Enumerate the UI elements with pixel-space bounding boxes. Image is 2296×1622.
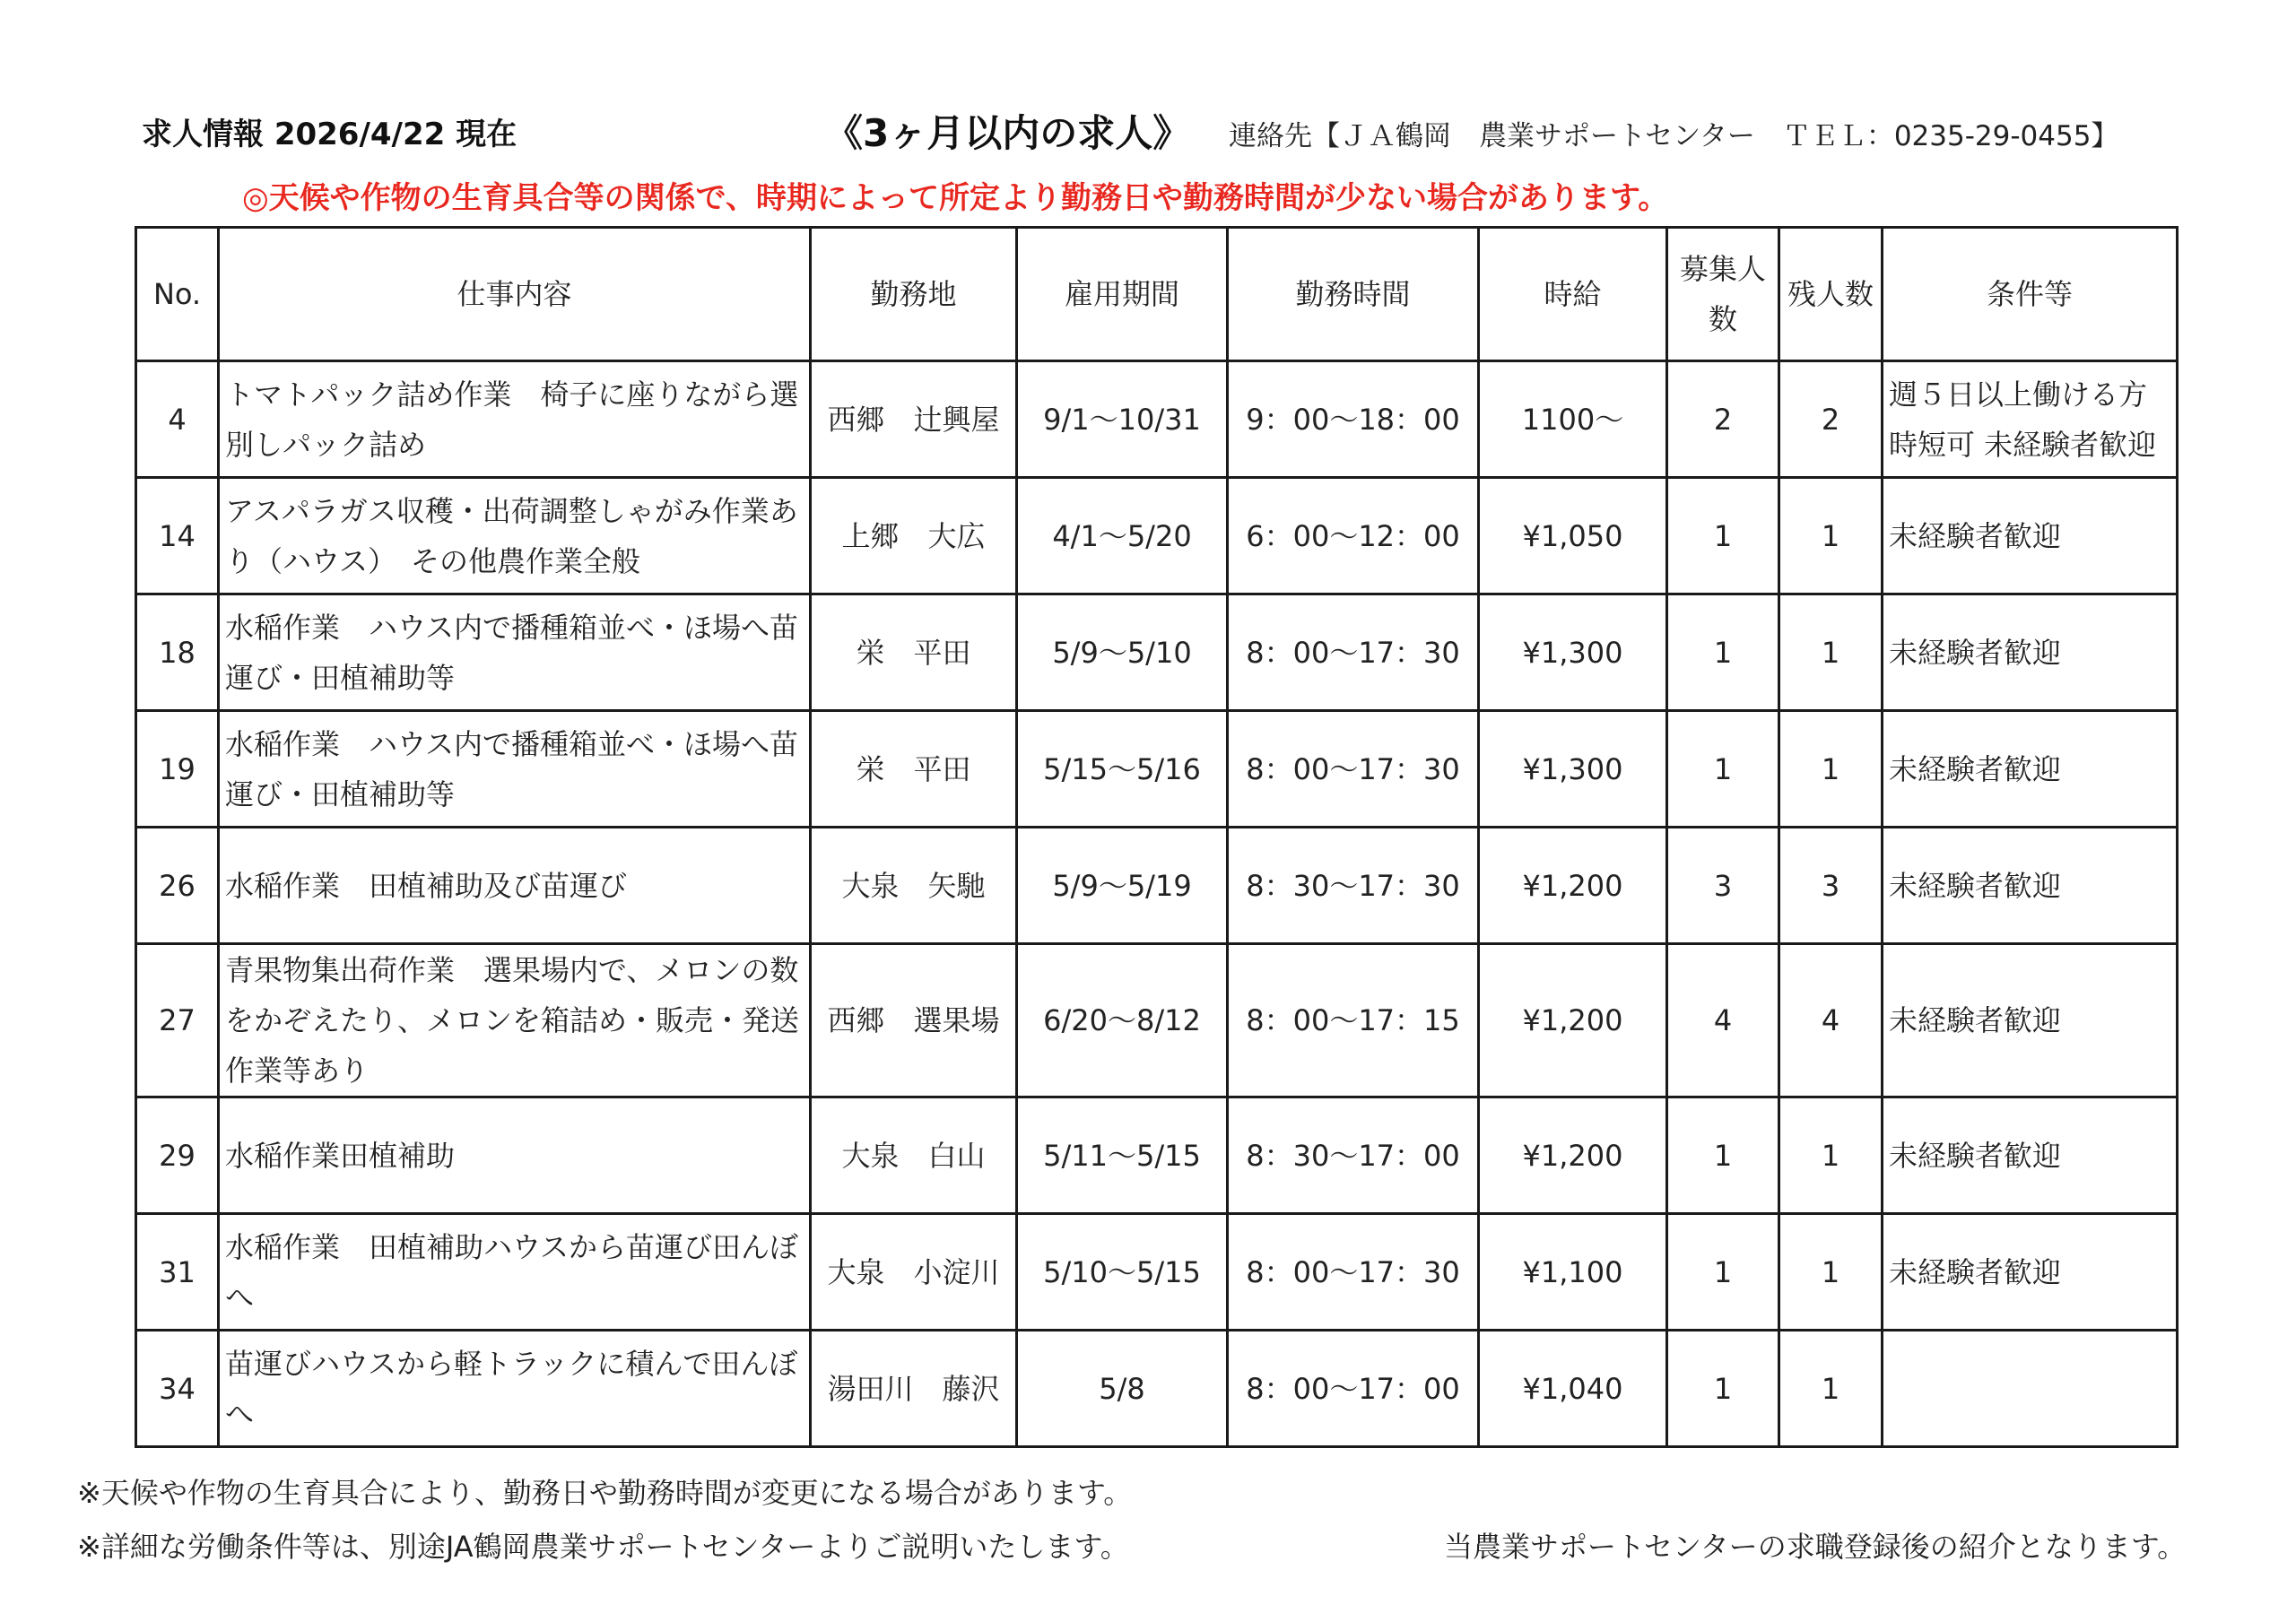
column-header-hours: 勤務時間 (1228, 228, 1479, 361)
page-title: 《3ヶ月以内の求人》 (825, 111, 1191, 155)
cell-remain: 4 (1779, 944, 1883, 1097)
cell-remain: 1 (1779, 711, 1883, 828)
cell-remain: 1 (1779, 594, 1883, 711)
cell-job: 水稲作業田植補助 (219, 1097, 811, 1214)
cell-place: 大泉 小淀川 (811, 1214, 1017, 1331)
footer-note-schedule-change: ※天候や作物の生育具合により、勤務日や勤務時間が変更になる場合があります。 (77, 1476, 1133, 1510)
cell-wage: ¥1,300 (1479, 711, 1667, 828)
table-header-row (136, 228, 2178, 361)
cell-hours: 8：30～17：30 (1228, 828, 1479, 944)
cell-conditions: 未経験者歓迎 (1883, 1097, 2178, 1214)
cell-conditions: 未経験者歓迎 (1883, 478, 2178, 594)
cell-recruit: 1 (1667, 1331, 1779, 1447)
cell-place: 栄 平田 (811, 594, 1017, 711)
contact-info: 連絡先【ＪＡ鶴岡 農業サポートセンター ＴＥＬ：0235-29-0455】 (1229, 120, 2119, 152)
cell-hours: 8：30～17：00 (1228, 1097, 1479, 1214)
cell-job: 水稲作業 田植補助及び苗運び (219, 828, 811, 944)
column-header-period: 雇用期間 (1017, 228, 1228, 361)
cell-hours: 8：00～17：30 (1228, 711, 1479, 828)
cell-remain: 1 (1779, 478, 1883, 594)
cell-recruit: 1 (1667, 711, 1779, 828)
cell-period: 5/15～5/16 (1017, 711, 1228, 828)
cell-place: 上郷 大広 (811, 478, 1017, 594)
table-row (136, 594, 2178, 711)
cell-job: 水稲作業 田植補助ハウスから苗運び田んぼへ (219, 1214, 811, 1331)
cell-no: 31 (136, 1214, 219, 1331)
cell-recruit: 1 (1667, 478, 1779, 594)
cell-wage: ¥1,100 (1479, 1214, 1667, 1331)
cell-conditions (1883, 1331, 2178, 1447)
cell-no: 34 (136, 1331, 219, 1447)
cell-job: アスパラガス収穫・出荷調整しゃがみ作業あり（ハウス） その他農作業全般 (219, 478, 811, 594)
cell-remain: 3 (1779, 828, 1883, 944)
cell-place: 西郷 辻興屋 (811, 361, 1017, 478)
cell-remain: 1 (1779, 1097, 1883, 1214)
table-row (136, 944, 2178, 1097)
cell-period: 5/11～5/15 (1017, 1097, 1228, 1214)
column-header-remain: 残人数 (1779, 228, 1883, 361)
cell-remain: 1 (1779, 1331, 1883, 1447)
cell-no: 19 (136, 711, 219, 828)
cell-wage: 1100～ (1479, 361, 1667, 478)
cell-wage: ¥1,040 (1479, 1331, 1667, 1447)
cell-hours: 8：00～17：30 (1228, 594, 1479, 711)
cell-recruit: 1 (1667, 1097, 1779, 1214)
cell-remain: 2 (1779, 361, 1883, 478)
cell-remain: 1 (1779, 1214, 1883, 1331)
table-row (136, 711, 2178, 828)
cell-period: 4/1～5/20 (1017, 478, 1228, 594)
cell-conditions: 週５日以上働ける方時短可 未経験者歓迎 (1883, 361, 2178, 478)
table-row (136, 1214, 2178, 1331)
cell-place: 大泉 矢馳 (811, 828, 1017, 944)
cell-conditions: 未経験者歓迎 (1883, 828, 2178, 944)
cell-conditions: 未経験者歓迎 (1883, 944, 2178, 1097)
cell-recruit: 3 (1667, 828, 1779, 944)
cell-recruit: 4 (1667, 944, 1779, 1097)
table-row (136, 361, 2178, 478)
cell-hours: 9：00～18：00 (1228, 361, 1479, 478)
cell-place: 栄 平田 (811, 711, 1017, 828)
column-header-wage: 時給 (1479, 228, 1667, 361)
footer-note-details: ※詳細な労働条件等は、別途JA鶴岡農業サポートセンターよりご説明いたします。 (77, 1530, 1129, 1564)
cell-job: 苗運びハウスから軽トラックに積んで田んぼへ (219, 1331, 811, 1447)
cell-conditions: 未経験者歓迎 (1883, 594, 2178, 711)
cell-no: 4 (136, 361, 219, 478)
column-header-place: 勤務地 (811, 228, 1017, 361)
table-row (136, 478, 2178, 594)
cell-wage: ¥1,200 (1479, 944, 1667, 1097)
job-table (135, 226, 2179, 1448)
footer-note-registration: 当農業サポートセンターの求職登録後の紹介となります。 (1444, 1530, 2187, 1564)
cell-job: トマトパック詰め作業 椅子に座りながら選別しパック詰め (219, 361, 811, 478)
cell-job: 水稲作業 ハウス内で播種箱並べ・ほ場へ苗運び・田植補助等 (219, 711, 811, 828)
cell-wage: ¥1,300 (1479, 594, 1667, 711)
table-row (136, 828, 2178, 944)
cell-no: 27 (136, 944, 219, 1097)
notice-warning: ◎天候や作物の生育具合等の関係で、時期によって所定より勤務日や勤務時間が少ない場合があります。 (242, 180, 1669, 216)
cell-wage: ¥1,200 (1479, 1097, 1667, 1214)
cell-conditions: 未経験者歓迎 (1883, 711, 2178, 828)
cell-place: 大泉 白山 (811, 1097, 1017, 1214)
cell-hours: 8：00～17：00 (1228, 1331, 1479, 1447)
cell-period: 5/10～5/15 (1017, 1214, 1228, 1331)
column-header-job: 仕事内容 (219, 228, 811, 361)
cell-no: 18 (136, 594, 219, 711)
cell-no: 14 (136, 478, 219, 594)
cell-recruit: 2 (1667, 361, 1779, 478)
cell-wage: ¥1,200 (1479, 828, 1667, 944)
cell-period: 5/9～5/19 (1017, 828, 1228, 944)
cell-place: 湯田川 藤沢 (811, 1331, 1017, 1447)
cell-conditions: 未経験者歓迎 (1883, 1214, 2178, 1331)
table-row (136, 1097, 2178, 1214)
report-date-title: 求人情報 2026/4/22 現在 (142, 117, 517, 152)
cell-period: 6/20～8/12 (1017, 944, 1228, 1097)
cell-recruit: 1 (1667, 1214, 1779, 1331)
cell-no: 26 (136, 828, 219, 944)
cell-period: 5/9～5/10 (1017, 594, 1228, 711)
column-header-conditions: 条件等 (1883, 228, 2178, 361)
cell-period: 9/1～10/31 (1017, 361, 1228, 478)
cell-recruit: 1 (1667, 594, 1779, 711)
column-header-recruit: 募集人数 (1667, 228, 1779, 361)
cell-hours: 8：00～17：30 (1228, 1214, 1479, 1331)
cell-period: 5/8 (1017, 1331, 1228, 1447)
cell-job: 水稲作業 ハウス内で播種箱並べ・ほ場へ苗運び・田植補助等 (219, 594, 811, 711)
cell-hours: 8：00～17：15 (1228, 944, 1479, 1097)
cell-no: 29 (136, 1097, 219, 1214)
column-header-no: No. (136, 228, 219, 361)
cell-hours: 6：00～12：00 (1228, 478, 1479, 594)
table-row (136, 1331, 2178, 1447)
cell-job: 青果物集出荷作業 選果場内で、メロンの数をかぞえたり、メロンを箱詰め・販売・発送作業等あり (219, 944, 811, 1097)
cell-wage: ¥1,050 (1479, 478, 1667, 594)
cell-place: 西郷 選果場 (811, 944, 1017, 1097)
